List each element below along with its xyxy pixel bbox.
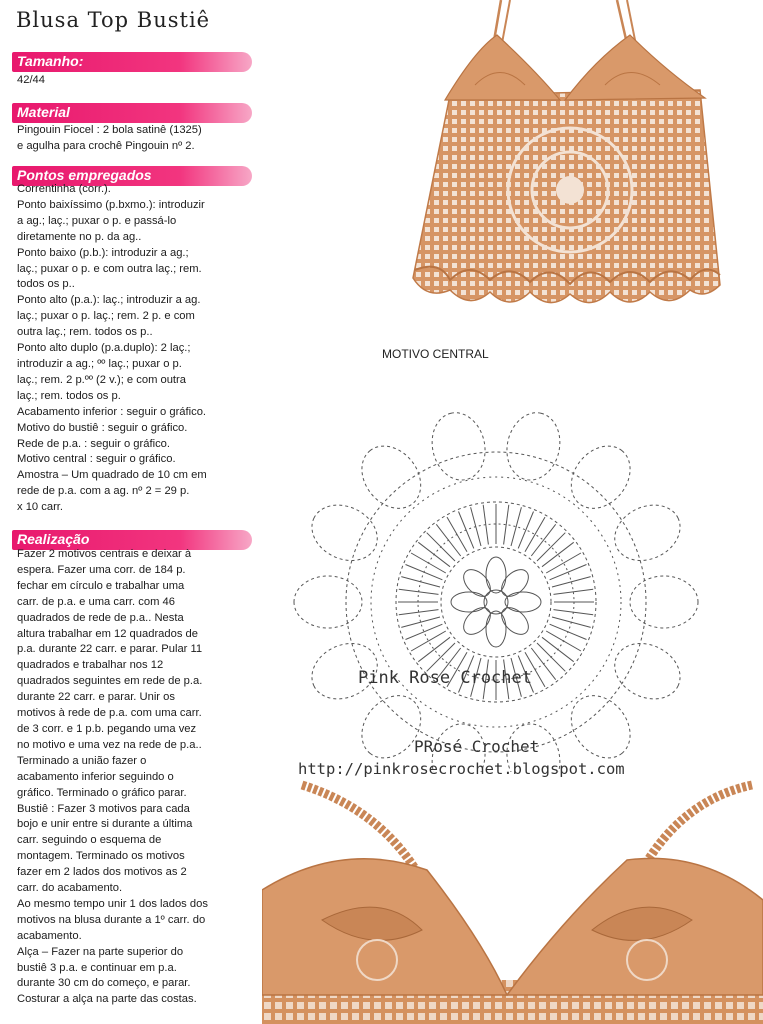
diagram-stitch bbox=[471, 507, 481, 546]
text-line: motivos na blusa durante a 1º carr. do bbox=[17, 913, 206, 926]
text-line: espera. Fazer uma corr. de 184 p. bbox=[17, 563, 186, 576]
diagram-stitch bbox=[411, 631, 446, 651]
diagram-scallop bbox=[630, 576, 698, 628]
diagram-stitch bbox=[537, 643, 565, 671]
text-line: laç.; puxar o p. e com outra laç.; rem. bbox=[17, 262, 202, 275]
diagram-stitch bbox=[418, 637, 450, 661]
watermark-url: http://pinkrosecrochet.blogspot.com bbox=[298, 760, 625, 778]
text-line: Acabamento inferior : seguir o gráfico. bbox=[17, 405, 207, 418]
text-line: p.a. durante 22 carr. e parar. Pular 11 bbox=[17, 643, 203, 656]
text-line: Ponto baixíssimo (p.bxmo.): introduzir bbox=[17, 198, 205, 211]
text-line: fechar em círculo e trabalhar uma bbox=[17, 579, 185, 592]
diagram-scallop bbox=[559, 434, 642, 520]
diagram-scallop bbox=[605, 495, 689, 571]
section-heading: Pontos empregados bbox=[17, 167, 152, 183]
section-heading: Realização bbox=[17, 531, 90, 547]
page-title: Blusa Top Bustiê bbox=[16, 8, 211, 32]
text-line: laç.; puxar o p. laç.; rem. 2 p. e com bbox=[17, 310, 195, 323]
diagram-stitch bbox=[447, 517, 467, 552]
section-heading: Tamanho: bbox=[17, 53, 84, 69]
diagram-stitch bbox=[401, 617, 440, 627]
text-line: carr. do acabamento. bbox=[17, 882, 123, 895]
diagram-stitch bbox=[483, 505, 488, 545]
section-header-tamanho bbox=[12, 52, 252, 72]
text-line: laç.; rem. todos os p. bbox=[17, 389, 121, 402]
diagram-stitch bbox=[525, 517, 545, 552]
diagram-stitch bbox=[552, 617, 591, 627]
text-line: carr. de p.a. e uma carr. com 46 bbox=[17, 595, 175, 608]
diagram-scallop bbox=[426, 407, 492, 485]
diagram-stitch bbox=[546, 553, 581, 573]
text-line: introduzir a ag.; ºº laç.; puxar o p. bbox=[17, 357, 182, 370]
text-line: rede de p.a. com a ag. nº 2 = 29 p. bbox=[17, 485, 190, 498]
text-line: todos os p.. bbox=[17, 278, 75, 291]
diagram-stitch bbox=[436, 524, 460, 556]
realizacao-text bbox=[17, 547, 253, 1008]
diagram-stitch bbox=[554, 610, 594, 615]
text-line: Alça – Fazer na parte superior do bbox=[17, 945, 184, 958]
text-line: Bustiê : Fazer 3 motivos para cada bbox=[17, 802, 190, 815]
text-line: Amostra – Um quadrado de 10 cm em bbox=[17, 469, 207, 482]
text-line: Ponto baixo (p.b.): introduzir a ag.; bbox=[17, 246, 189, 259]
diagram-scallop bbox=[350, 684, 433, 770]
diagram-stitch bbox=[459, 512, 474, 549]
text-line: fazer em 2 lados dos motivos as 2 bbox=[17, 866, 187, 879]
text-line: x 10 carr. bbox=[17, 501, 64, 514]
diagram-stitch bbox=[531, 524, 555, 556]
text-line: altura trabalhar em 12 quadrados de bbox=[17, 627, 198, 640]
instructions-column bbox=[0, 0, 262, 1024]
text-line: Motivo central : seguir o gráfico. bbox=[17, 453, 176, 466]
text-line: acabamento. bbox=[17, 929, 82, 942]
text-line: Correntinha (corr.). bbox=[17, 183, 111, 195]
diagram-stitch bbox=[542, 542, 574, 566]
text-line: bustiê 3 p.a. e continuar em p.a. bbox=[17, 961, 177, 974]
text-line: quadrados de rede de p.a.. Nesta bbox=[17, 611, 184, 624]
text-line: Fazer 2 motivos centrais e deixar à bbox=[17, 548, 192, 560]
diagram-scallop bbox=[303, 495, 387, 571]
diagram-stitch bbox=[546, 631, 581, 651]
tamanho-text bbox=[17, 73, 253, 89]
text-line: carr. seguindo o esquema de bbox=[17, 834, 162, 847]
diagram-stitch bbox=[542, 637, 574, 661]
diagram-stitch bbox=[531, 648, 555, 680]
text-line: Ao mesmo tempo unir 1 dos lados dos bbox=[17, 897, 208, 910]
text-line: montagem. Terminado os motivos bbox=[17, 850, 185, 863]
diagram-stitch bbox=[411, 553, 446, 573]
text-line: diretamente no p. da ag.. bbox=[17, 230, 142, 243]
bustier-detail-photo bbox=[262, 780, 763, 1024]
text-line: bojo e unir entre si durante a última bbox=[17, 818, 193, 831]
watermark-pink-rose: Pink Rose Crochet bbox=[358, 668, 532, 688]
motif-diagram bbox=[278, 362, 723, 772]
text-line: Costurar a alça na parte das costas. bbox=[17, 993, 197, 1006]
text-line: motivos à rede de p.a. com uma carr. bbox=[17, 707, 202, 720]
text-line: 42/44 bbox=[17, 74, 45, 86]
diagram-stitch bbox=[427, 533, 455, 561]
diagram-scallop bbox=[350, 434, 433, 520]
text-line: a ag.; laç.; puxar o p. e passá-lo bbox=[17, 214, 177, 227]
text-line: quadrados e trabalhar nos 12 bbox=[17, 659, 164, 672]
text-line: Ponto alto (p.a.): laç.; introduzir a ag. bbox=[17, 294, 201, 307]
text-line: durante 22 carr. e parar. Unir os bbox=[17, 691, 175, 704]
text-line: Motivo do bustiê : seguir o gráfico. bbox=[17, 421, 188, 434]
text-line: acabamento inferior seguindo o bbox=[17, 770, 174, 783]
top-garment-photo bbox=[405, 0, 750, 325]
text-line: e agulha para crochê Pingouin nº 2. bbox=[17, 139, 195, 152]
diagram-scallop bbox=[559, 684, 642, 770]
diagram-stitch bbox=[406, 624, 443, 639]
diagram-stitch bbox=[406, 565, 443, 580]
diagram-scallop bbox=[500, 407, 566, 485]
material-text bbox=[17, 123, 253, 155]
watermark-prose: PRosé Crochet bbox=[414, 737, 540, 756]
diagram-stitch bbox=[401, 577, 440, 587]
diagram-scallop bbox=[605, 633, 689, 709]
diagram-scallop bbox=[294, 576, 362, 628]
text-line: de 3 corr. e 1 p.b. pegando uma vez bbox=[17, 722, 197, 735]
diagram-stitch bbox=[418, 542, 450, 566]
text-line: Ponto alto duplo (p.a.duplo): 2 laç.; bbox=[17, 342, 191, 355]
pontos-text bbox=[17, 182, 253, 516]
diagram-stitch bbox=[511, 507, 521, 546]
section-header-material bbox=[12, 103, 252, 123]
text-line: laç.; rem. 2 p.ºº (2 v.); e com outra bbox=[17, 373, 186, 386]
text-line: gráfico. Terminado o gráfico parar. bbox=[17, 786, 187, 799]
text-line: no motivo e uma vez na rede de p.a.. bbox=[17, 738, 202, 751]
diagram-stitch bbox=[550, 565, 587, 580]
diagram-stitch bbox=[537, 533, 565, 561]
diagram-stitch bbox=[550, 624, 587, 639]
text-line: Rede de p.a. : seguir o gráfico. bbox=[17, 437, 170, 450]
diagram-caption: MOTIVO CENTRAL bbox=[382, 347, 489, 361]
diagram-stitch bbox=[518, 512, 533, 549]
section-heading: Material bbox=[17, 104, 70, 120]
text-line: Pingouin Fiocel : 2 bola satinê (1325) bbox=[17, 124, 202, 136]
diagram-stitch bbox=[552, 577, 591, 587]
text-line: Terminado a união fazer o bbox=[17, 754, 147, 767]
text-line: durante 30 cm do começo, e parar. bbox=[17, 977, 191, 990]
text-line: quadrados seguintes em rede de p.a. bbox=[17, 675, 203, 688]
text-line: outra laç.; rem. todos os p.. bbox=[17, 326, 153, 339]
